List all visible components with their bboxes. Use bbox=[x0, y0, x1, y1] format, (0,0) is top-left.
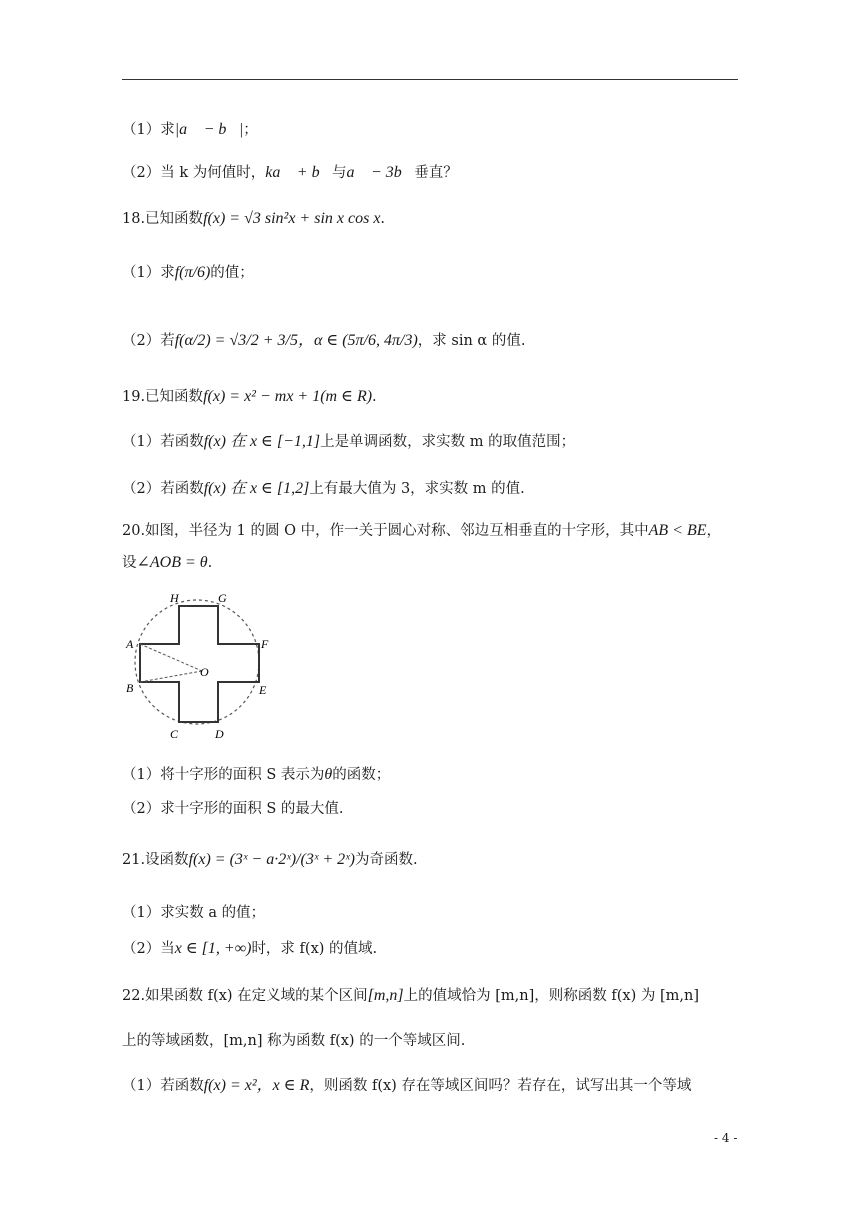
line-20-1: （1）将十字形的面积 S 表示为θ的函数； bbox=[122, 766, 391, 783]
label-e: E bbox=[259, 683, 267, 697]
page-number: - 4 - bbox=[714, 1131, 738, 1145]
line-22-1: （1）若函数f(x) = x²，x ∈ R，则函数 f(x) 存在等域区间吗？若存在，试写出其一个等域 bbox=[122, 1077, 692, 1094]
line-18-2: （2）若f(α/2) = √3/2 + 3/5，α ∈ (5π/6, 4π/3)，求 sin α 的值. bbox=[122, 332, 526, 349]
line-20-setup: 设∠AOB = θ. bbox=[122, 554, 213, 571]
label-a: A bbox=[126, 637, 134, 651]
label-g: G bbox=[218, 591, 227, 605]
question-18: 18.已知函数f(x) = √3 sin²x + sin x cos x. bbox=[122, 210, 386, 227]
segment-ob bbox=[140, 671, 202, 682]
cross-shape bbox=[140, 606, 259, 722]
line-1: （1）求|a⃗ − b⃗|； bbox=[122, 121, 258, 138]
label-b: B bbox=[126, 681, 134, 695]
label-o: O bbox=[200, 665, 209, 679]
header-rule bbox=[122, 79, 738, 80]
segment-oa bbox=[140, 644, 202, 671]
label-h: H bbox=[170, 591, 179, 605]
line-20-2: （2）求十字形的面积 S 的最大值. bbox=[122, 801, 344, 817]
label-d: D bbox=[215, 727, 224, 741]
line-2: （2）当 k 为何值时，ka⃗ + b⃗与a⃗ − 3b⃗垂直？ bbox=[122, 164, 458, 181]
label-f: F bbox=[261, 637, 269, 651]
question-22: 22.如果函数 f(x) 在定义域的某个区间[m,n]上的值域恰为 [m,n]，则称函数 f(x) 为 [m,n] bbox=[122, 987, 699, 1004]
line-18-1: （1）求f(π/6)的值； bbox=[122, 264, 254, 281]
question-20: 20.如图，半径为 1 的圆 O 中，作一关于圆心对称、邻边互相垂直的十字形，其中AB < BE， bbox=[122, 522, 721, 539]
line-21-2: （2）当x ∈ [1, +∞)时，求 f(x) 的值域. bbox=[122, 940, 378, 957]
question-21: 21.设函数f(x) = (3ˣ − a·2ˣ)/(3ˣ + 2ˣ)为奇函数. bbox=[122, 851, 418, 868]
label-c: C bbox=[170, 727, 179, 741]
line-19-1: （1）若函数f(x) 在 x ∈ [−1,1]上是单调函数，求实数 m 的取值范围； bbox=[122, 433, 576, 450]
circle-outline bbox=[135, 600, 259, 724]
line-21-1: （1）求实数 a 的值； bbox=[122, 905, 266, 921]
question-19: 19.已知函数f(x) = x² − mx + 1(m ∈ R). bbox=[122, 388, 377, 405]
line-22-setup: 上的等域函数，[m,n] 称为函数 f(x) 的一个等域区间. bbox=[122, 1033, 466, 1049]
line-19-2: （2）若函数f(x) 在 x ∈ [1,2]上有最大值为 3，求实数 m 的值. bbox=[122, 480, 525, 497]
cross-in-circle-figure bbox=[122, 590, 272, 750]
